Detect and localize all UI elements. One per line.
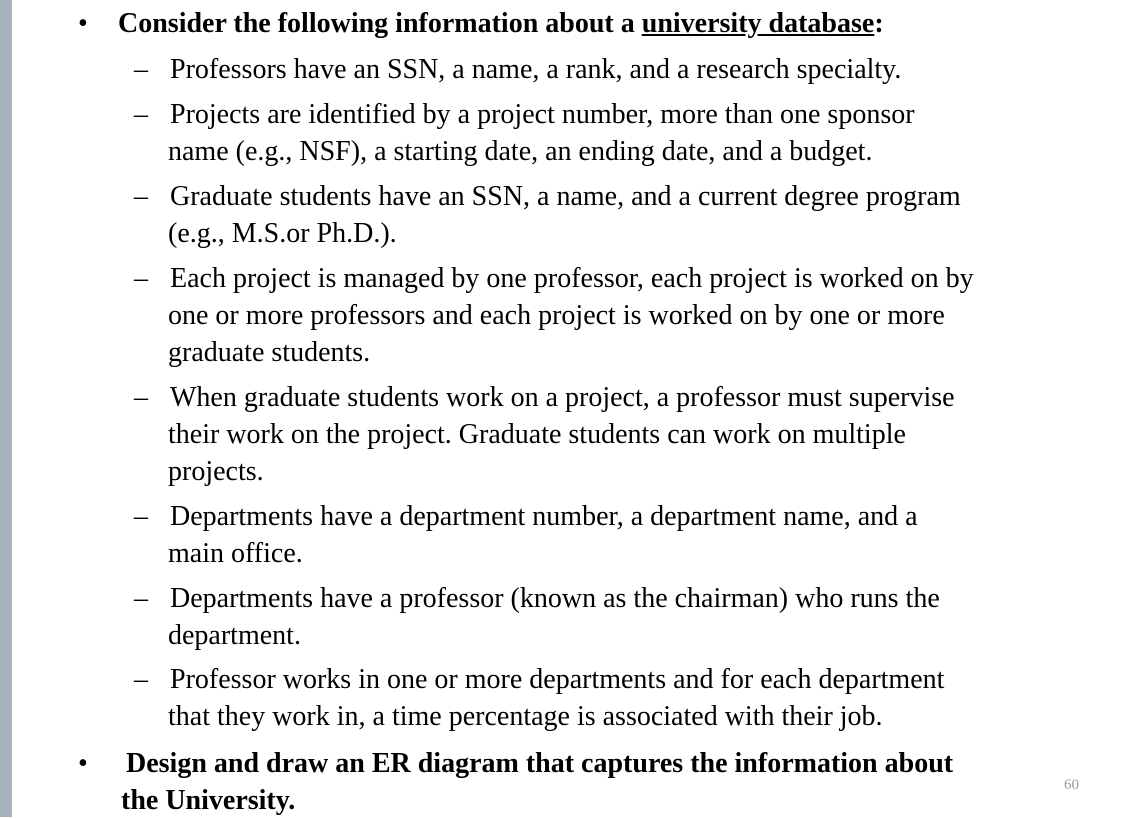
- sub-item-line: Departments have a department number, a department name, and a: [170, 501, 918, 532]
- bullet-marker: •: [78, 748, 88, 779]
- dash-marker: –: [134, 382, 148, 413]
- dash-marker: –: [134, 664, 148, 695]
- dash-marker: –: [134, 54, 148, 85]
- sub-item-line: Professor works in one or more departments and for each department: [170, 664, 945, 695]
- bullet-intro-underlined: university database: [641, 8, 875, 39]
- bullet-task-line: the University.: [121, 785, 296, 816]
- sub-item-line: that they work in, a time percentage is associated with their job.: [168, 701, 883, 732]
- dash-marker: –: [134, 263, 148, 294]
- bullet-intro-part2: :: [874, 8, 884, 39]
- sub-item-line: Graduate students have an SSN, a name, and a current degree program: [170, 181, 961, 212]
- sub-item-line: Projects are identified by a project number, more than one sponsor: [170, 99, 915, 130]
- sub-item-line: main office.: [168, 538, 303, 569]
- dash-marker: –: [134, 99, 148, 130]
- bullet-task-line: Design and draw an ER diagram that captures the information about: [126, 748, 954, 779]
- sub-item-line: name (e.g., NSF), a starting date, an ending date, and a budget.: [168, 136, 873, 167]
- bullet-intro-part1: Consider the following information about a: [118, 8, 642, 39]
- sub-item-line: (e.g., M.S.or Ph.D.).: [168, 218, 397, 249]
- sub-item-line: Professors have an SSN, a name, a rank, and a research specialty.: [170, 54, 902, 85]
- bullet-intro-text: [118, 5, 884, 42]
- sub-item-line: department.: [168, 620, 301, 651]
- dash-marker: –: [134, 583, 148, 614]
- sub-item-line: When graduate students work on a project, a professor must supervise: [170, 382, 955, 413]
- dash-marker: –: [134, 501, 148, 532]
- sub-item-line: Each project is managed by one professor, each project is worked on by: [170, 263, 974, 294]
- page-number: 60: [1064, 777, 1079, 793]
- sub-item-line: one or more professors and each project is worked on by one or more: [168, 300, 945, 331]
- bullet-marker: •: [78, 8, 88, 39]
- sub-item-line: graduate students.: [168, 337, 371, 368]
- sub-item-line: projects.: [168, 456, 264, 487]
- sub-item-line: their work on the project. Graduate students can work on multiple: [168, 419, 906, 450]
- dash-marker: –: [134, 181, 148, 212]
- sub-item-line: Departments have a professor (known as the chairman) who runs the: [170, 583, 940, 614]
